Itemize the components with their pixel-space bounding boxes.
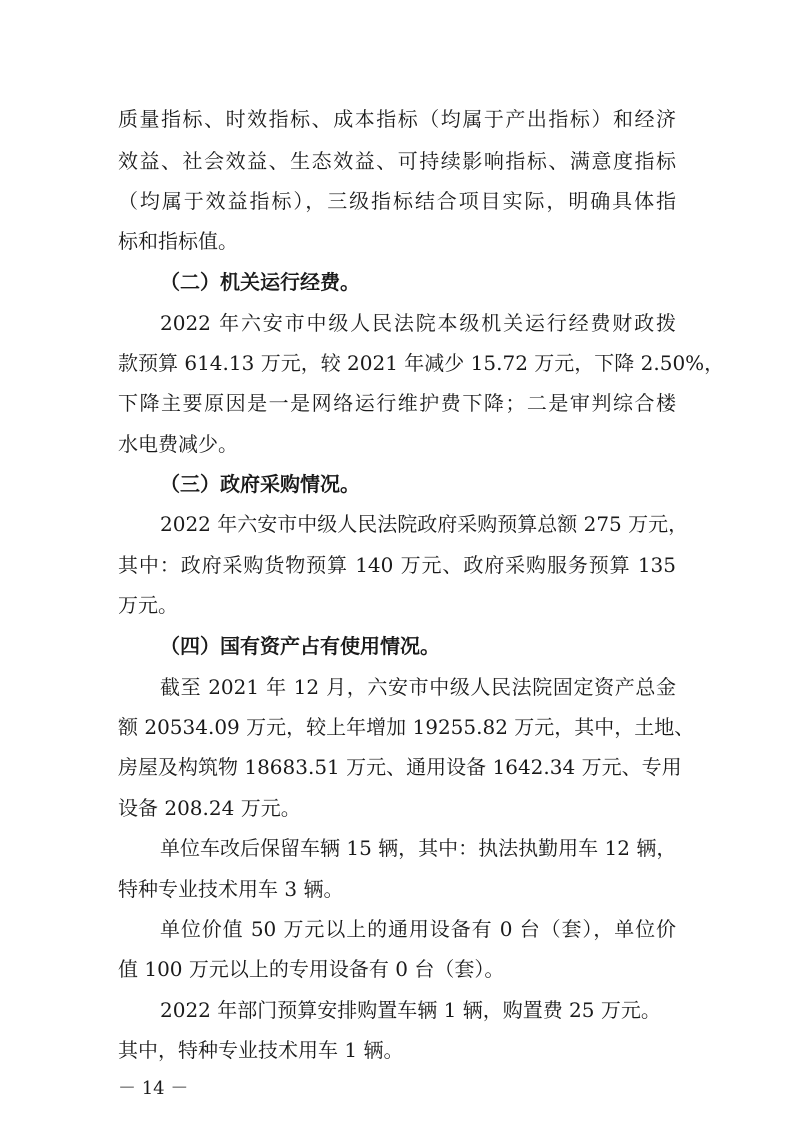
paragraph-line: 质量指标、时效指标、成本指标（均属于产出指标）和经济 [118, 107, 676, 131]
section-heading: （二）机关运行经费。 [160, 270, 360, 294]
paragraph-line: 2022 年六安市中级人民法院政府采购预算总额 275 万元， [160, 512, 689, 536]
paragraph-line: 单位价值 50 万元以上的通用设备有 0 台（套），单位价 [160, 917, 676, 941]
paragraph-line: 设备 208.24 万元。 [118, 796, 301, 820]
section-heading: （四）国有资产占有使用情况。 [160, 634, 440, 658]
paragraph-line: 万元。 [118, 593, 178, 617]
paragraph-line: （均属于效益指标），三级指标结合项目实际，明确具体指 [118, 189, 676, 213]
paragraph-line: 效益、社会效益、生态效益、可持续影响指标、满意度指标 [118, 149, 676, 173]
paragraph-line: 其中，特种专业技术用车 1 辆。 [118, 1038, 404, 1062]
paragraph-line: 2022 年部门预算安排购置车辆 1 辆，购置费 25 万元。 [160, 998, 661, 1022]
paragraph-line: 标和指标值。 [118, 229, 238, 253]
section-heading: （三）政府采购情况。 [160, 472, 360, 496]
page-number: － 14 － [118, 1078, 189, 1099]
paragraph-line: 2022 年六安市中级人民法院本级机关运行经费财政拨 [160, 311, 676, 335]
paragraph-line: 下降主要原因是一是网络运行维护费下降；二是审判综合楼 [118, 391, 676, 415]
paragraph-line: 截至 2021 年 12 月，六安市中级人民法院固定资产总金 [160, 675, 676, 699]
paragraph-line: 房屋及构筑物 18683.51 万元、通用设备 1642.34 万元、专用 [118, 755, 682, 779]
paragraph-line: 单位车改后保留车辆 15 辆，其中：执法执勤用车 12 辆， [160, 836, 677, 860]
paragraph-line: 额 20534.09 万元，较上年增加 19255.82 万元，其中，土地、 [118, 715, 695, 739]
paragraph-line: 水电费减少。 [118, 432, 238, 456]
paragraph-line: 其中：政府采购货物预算 140 万元、政府采购服务预算 135 [118, 553, 676, 577]
paragraph-line: 值 100 万元以上的专用设备有 0 台（套）。 [118, 957, 505, 981]
paragraph-line: 款预算 614.13 万元，较 2021 年减少 15.72 万元，下降 2.50%， [118, 351, 725, 375]
paragraph-line: 特种专业技术用车 3 辆。 [118, 877, 344, 901]
